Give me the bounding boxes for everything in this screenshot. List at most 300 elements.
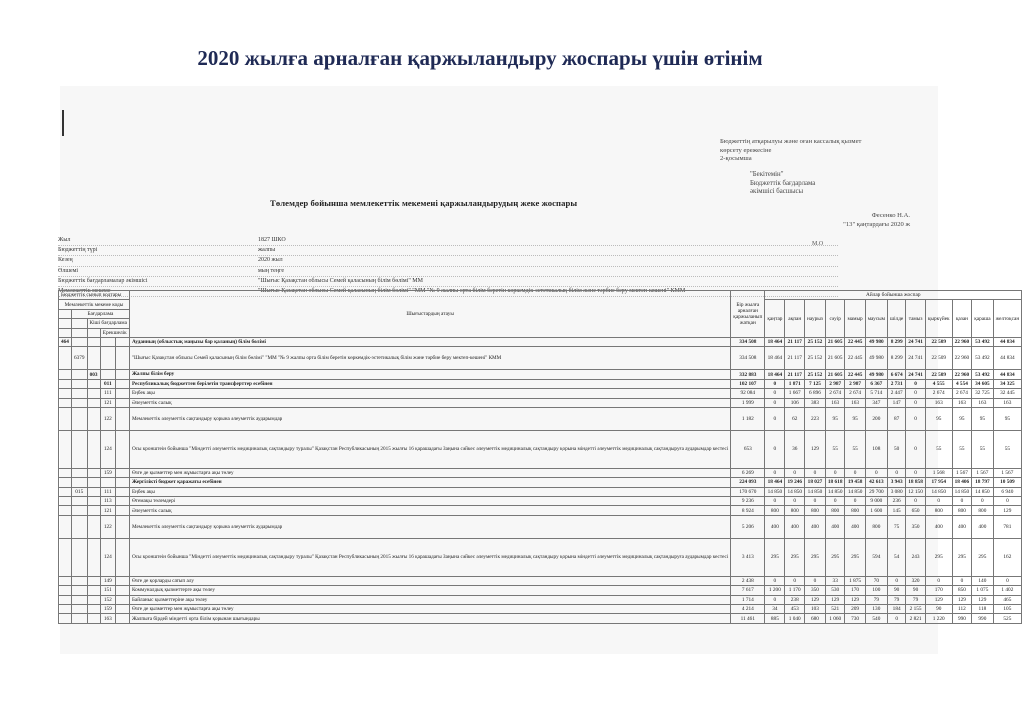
month-value-cell: 163 (952, 398, 972, 407)
month-value-cell: 0 (765, 576, 785, 585)
meta-key: Бюджеттік бағдарламалар әкімшісі (58, 277, 148, 284)
code-cell: 464 (59, 337, 72, 346)
code-cell (59, 379, 72, 388)
month-value-cell: 525 (993, 614, 1022, 623)
appendix-line: көрсету ережесіне (720, 146, 772, 154)
month-value-cell: 0 (993, 497, 1022, 506)
appendix-line: 2-қосымша (720, 155, 752, 163)
code-cell: 011 (100, 379, 115, 388)
annual-total-cell: 102 107 (731, 379, 765, 388)
month-value-cell: 170 (925, 586, 952, 595)
month-value-cell: 14 850 (845, 487, 865, 496)
code-cell (116, 576, 130, 585)
code-cell (87, 337, 100, 346)
code-cell (59, 347, 72, 370)
month-value-cell: 4 554 (952, 379, 972, 388)
month-value-cell: 238 (785, 595, 805, 604)
month-value-cell: 17 954 (925, 478, 952, 487)
month-value-cell: 70 (865, 576, 887, 585)
month-value-cell: 34 605 (972, 379, 993, 388)
month-value-cell: 6 940 (993, 487, 1022, 496)
month-value-cell: 0 (972, 497, 993, 506)
code-cell (59, 595, 72, 604)
month-value-cell: 0 (765, 398, 785, 407)
month-value-cell: 2 674 (845, 389, 865, 398)
table-row (59, 605, 1022, 614)
month-value-cell: 44 834 (993, 370, 1022, 379)
table-row (59, 595, 1022, 604)
month-value-cell: 2 155 (906, 605, 926, 614)
month-value-cell: 0 (888, 468, 906, 477)
month-value-cell: 800 (765, 506, 785, 515)
code-cell (71, 468, 87, 477)
month-value-cell: 295 (925, 538, 952, 576)
table-row (59, 576, 1022, 585)
month-value-cell: 2 447 (888, 389, 906, 398)
month-value-cell: 21 117 (785, 337, 805, 346)
month-value-cell: 530 (825, 586, 845, 595)
expense-name-cell: Еңбек ақы (129, 487, 730, 496)
code-cell (116, 506, 130, 515)
month-value-cell: 163 (993, 398, 1022, 407)
code-cell: 124 (100, 538, 115, 576)
month-value-cell: 295 (805, 538, 826, 576)
month-value-cell: 25 152 (805, 347, 826, 370)
month-value-cell: 2 731 (888, 379, 906, 388)
annual-total-cell: 2 438 (731, 576, 765, 585)
code-cell (87, 389, 100, 398)
code-cell (87, 506, 100, 515)
month-value-cell: 129 (972, 595, 993, 604)
code-cell (116, 586, 130, 595)
expense-name-cell: Осы кронштеін бойынша "Міндетті әлеуметтік медициналық сақтандыру туралы" Қазақстан Республикасының 2015 жылғы 16 қарашадағы Заңына сәйкес әлеуметтік медициналық сақтандыру қорына міндетті әлеуметтік медициналық сақтандыруға аударымдар кестесі (129, 430, 730, 468)
code-cell (87, 430, 100, 468)
month-value-cell: 24 741 (906, 337, 926, 346)
month-value-cell: 130 (865, 605, 887, 614)
month-value-cell: 320 (906, 576, 926, 585)
table-row (59, 389, 1022, 398)
month-value-cell: 400 (785, 515, 805, 538)
code-cell: 111 (100, 389, 115, 398)
code-cell (87, 586, 100, 595)
code-cell (87, 605, 100, 614)
code-cell (87, 614, 100, 623)
month-value-cell: 129 (805, 595, 826, 604)
meta-value: "Шығыс Қазақстан облысы Семей қаласының білім бөлімі" ММ (258, 277, 423, 284)
month-value-cell: 1 170 (785, 586, 805, 595)
appendix-line: Бюджеттің атқарылуы және оған кассалық қызмет (720, 138, 862, 145)
month-value-cell: 184 (888, 605, 906, 614)
code-cell: 015 (71, 487, 87, 496)
month-value-cell: 1 871 (785, 379, 805, 388)
month-value-cell: 1 402 (993, 586, 1022, 595)
month-value-cell: 6 367 (865, 379, 887, 388)
group2-header: Бағдарлама (71, 309, 129, 318)
month-value-cell: 22 960 (952, 347, 972, 370)
month-value-cell: 14 850 (972, 487, 993, 496)
month-value-cell: 163 (825, 398, 845, 407)
month-value-cell: 22 509 (925, 347, 952, 370)
month-value-cell: 0 (765, 468, 785, 477)
table-row (59, 497, 1022, 506)
expense-name-cell: Әлеуметтік салық (129, 398, 730, 407)
meta-value: мың теңге (258, 267, 285, 274)
document-title: Төлемдер бойынша мемлекеттік мекемені қаржыландырудың жеке жоспары (270, 198, 578, 208)
month-value-cell: 34 325 (993, 379, 1022, 388)
month-value-cell: 0 (765, 389, 785, 398)
code-cell: 159 (100, 605, 115, 614)
month-value-cell: 129 (925, 595, 952, 604)
month-header: мамыр (845, 300, 865, 338)
month-value-cell: 55 (993, 430, 1022, 468)
month-value-cell: 21 605 (825, 347, 845, 370)
meta-value: "Шығыс Қазақстан облысы Семей қаласының білім бөлімі" "ММ "№ 9 жалпы орта білім беретін көркемдік-эстетикалық білім және тәрбие беру мектеп-кешені" КММ (258, 288, 686, 295)
stamp-place: М.О (812, 241, 824, 247)
month-value-cell: 14 850 (825, 487, 845, 496)
code-cell (59, 538, 72, 576)
month-value-cell: 0 (925, 576, 952, 585)
month-value-cell: 18 027 (805, 478, 826, 487)
annual-total-cell: 6 269 (731, 468, 765, 477)
expense-name-cell: Мемлекеттік әлеуметтік сақтандыру қорына әлеуметтік аударымдар (129, 515, 730, 538)
month-value-cell: 24 741 (906, 370, 926, 379)
month-value-cell: 14 850 (925, 487, 952, 496)
month-value-cell: 0 (906, 379, 926, 388)
month-value-cell: 36 (785, 430, 805, 468)
month-value-cell: 54 (888, 538, 906, 576)
month-value-cell: 1 875 (845, 576, 865, 585)
month-value-cell: 295 (785, 538, 805, 576)
month-value-cell: 19 458 (845, 478, 865, 487)
group3-header: Кіші бағдарлама (87, 319, 129, 328)
code-cell (116, 389, 130, 398)
expense-name-cell: Коммуналдық қызметтерге ақы төлеу (129, 586, 730, 595)
expense-name-cell: Мемлекеттік әлеуметтік сақтандыру қорына әлеуметтік аударымдар (129, 407, 730, 430)
month-value-cell: 0 (805, 576, 826, 585)
approval-line: "Бекітемін" (750, 171, 784, 178)
month-value-cell: 1 567 (972, 468, 993, 477)
expense-name-cell: Еңбек ақы (129, 389, 730, 398)
table-row (59, 379, 1022, 388)
appendix-note (720, 138, 930, 164)
code-cell: 121 (100, 506, 115, 515)
expense-name-cell: Жергілікті бюджет қаражаты есебінен (129, 478, 730, 487)
month-value-cell: 19 246 (785, 478, 805, 487)
month-value-cell: 6 896 (805, 389, 826, 398)
code-cell: 113 (100, 497, 115, 506)
group1-header: Мемлекеттік мекеме коды (59, 300, 130, 309)
month-value-cell: 18 858 (906, 478, 926, 487)
month-value-cell: 781 (993, 515, 1022, 538)
annual-total-cell: 7 617 (731, 586, 765, 595)
name-header: Шығыстардың атауы (129, 291, 730, 338)
code-cell (59, 478, 72, 487)
meta-row (58, 267, 838, 277)
month-value-cell: 12 150 (906, 487, 926, 496)
month-value-cell: 112 (952, 605, 972, 614)
expense-name-cell: Өзге де қызметтер мен жұмыстарға ақы төлеу (129, 468, 730, 477)
month-value-cell: 990 (972, 614, 993, 623)
code-cell: 149 (100, 576, 115, 585)
month-value-cell: 400 (825, 515, 845, 538)
code-cell (116, 370, 130, 379)
month-value-cell: 1 600 (865, 506, 887, 515)
month-value-cell: 0 (925, 497, 952, 506)
code-cell (100, 370, 115, 379)
code-cell: 163 (100, 614, 115, 623)
month-value-cell: 55 (972, 430, 993, 468)
month-value-cell: 129 (845, 595, 865, 604)
expense-name-cell: Осы кронштеін бойынша "Міндетті әлеуметтік медициналық сақтандыру туралы" Қазақстан Республикасының 2015 жылғы 16 қарашадағы Заңына сәйкес әлеуметтік медициналық сақтандыру қорына міндетті әлеуметтік медициналық сақтандыруға аударымдар кестесі (129, 538, 730, 576)
month-value-cell: 0 (805, 497, 826, 506)
month-value-cell: 49 980 (865, 370, 887, 379)
code-cell (59, 398, 72, 407)
month-value-cell: 350 (906, 515, 926, 538)
month-value-cell: 200 (865, 407, 887, 430)
financing-table (58, 290, 1022, 624)
signer-block (790, 212, 910, 229)
month-value-cell: 1 667 (785, 389, 805, 398)
code-cell (71, 614, 87, 623)
month-value-cell: 2 987 (845, 379, 865, 388)
month-value-cell: 42 613 (865, 478, 887, 487)
code-cell (71, 595, 87, 604)
month-value-cell: 95 (845, 407, 865, 430)
code-cell (59, 614, 72, 623)
month-value-cell: 0 (906, 389, 926, 398)
month-value-cell: 3 080 (888, 487, 906, 496)
month-value-cell: 400 (805, 515, 826, 538)
month-value-cell: 95 (993, 407, 1022, 430)
month-value-cell: 243 (906, 538, 926, 576)
meta-key: Кезең (58, 257, 73, 264)
code-cell: 003 (87, 370, 100, 379)
code-cell (100, 478, 115, 487)
month-value-cell: 0 (888, 614, 906, 623)
month-value-cell: 1 060 (825, 614, 845, 623)
table-row (59, 614, 1022, 623)
annual-total-cell: 332 883 (731, 370, 765, 379)
annual-total-cell: 334 508 (731, 347, 765, 370)
code-cell (116, 468, 130, 477)
month-value-cell: 95 (952, 407, 972, 430)
expense-name-cell: Өтемақы төлемдері (129, 497, 730, 506)
month-header: қаңтар (765, 300, 785, 338)
month-value-cell: 0 (765, 430, 785, 468)
meta-value: жалпы (258, 247, 276, 254)
group4-header: Ерекшелік (100, 328, 129, 337)
code-cell (116, 595, 130, 604)
code-cell (71, 398, 87, 407)
code-cell (116, 605, 130, 614)
month-value-cell: 2 987 (825, 379, 845, 388)
month-header: желтоқсан (993, 300, 1022, 338)
month-value-cell: 79 (888, 595, 906, 604)
month-value-cell: 347 (865, 398, 887, 407)
month-value-cell: 90 (888, 586, 906, 595)
month-value-cell: 521 (825, 605, 845, 614)
expense-name-cell: Ауданның (облыстық маңызы бар қаланың) білім бөлімі (129, 337, 730, 346)
month-header: қараша (972, 300, 993, 338)
code-header: Бюджеттік сынып кодтары (59, 291, 130, 300)
month-value-cell: 800 (805, 506, 826, 515)
signer-date: "13" қаңтардағы 2020 ж (843, 220, 910, 228)
code-cell (59, 430, 72, 468)
code-cell: 152 (100, 595, 115, 604)
code-cell: 124 (100, 430, 115, 468)
code-cell (59, 468, 72, 477)
code-cell (116, 337, 130, 346)
month-value-cell: 2 674 (825, 389, 845, 398)
month-value-cell: 1 568 (925, 468, 952, 477)
month-value-cell: 87 (888, 407, 906, 430)
code-cell (87, 407, 100, 430)
month-value-cell: 400 (925, 515, 952, 538)
code-cell: 111 (100, 487, 115, 496)
code-cell (71, 576, 87, 585)
month-value-cell: 0 (952, 497, 972, 506)
code-cell (116, 347, 130, 370)
table-row (59, 370, 1022, 379)
month-value-cell: 400 (952, 515, 972, 538)
month-value-cell: 0 (765, 379, 785, 388)
annual-total-cell: 1 999 (731, 398, 765, 407)
month-value-cell: 145 (888, 506, 906, 515)
meta-row (58, 277, 838, 287)
month-value-cell: 465 (993, 595, 1022, 604)
code-cell (116, 538, 130, 576)
code-cell (87, 576, 100, 585)
table-row (59, 586, 1022, 595)
month-value-cell: 14 850 (765, 487, 785, 496)
month-value-cell: 140 (972, 576, 993, 585)
scanned-document (58, 86, 1020, 654)
expense-name-cell: "Шығыс Қазақстан облысы Семей қаласының білім бөлімі" "ММ "№ 9 жалпы орта білім беретін көркемдік-эстетикалық білім және тәрбие беру мектеп-кешені" КММ (129, 347, 730, 370)
month-value-cell: 223 (805, 407, 826, 430)
meta-row (58, 256, 838, 266)
code-cell (116, 497, 130, 506)
month-value-cell: 34 (765, 605, 785, 614)
slide-title: 2020 жылға арналған қаржыландыру жоспары үшін өтінім (197, 46, 763, 70)
month-value-cell: 800 (952, 506, 972, 515)
annual-total-cell: 3 413 (731, 538, 765, 576)
expense-name-cell: Өзге де қызметтер мен жұмыстарға ақы төлеу (129, 605, 730, 614)
month-value-cell: 0 (825, 468, 845, 477)
month-value-cell: 400 (972, 515, 993, 538)
code-cell: 6379 (71, 347, 87, 370)
month-value-cell: 295 (825, 538, 845, 576)
approval-line: әкімшісі басшысы (750, 188, 804, 196)
month-value-cell: 885 (765, 614, 785, 623)
month-header: шілде (888, 300, 906, 338)
month-value-cell: 18 464 (765, 337, 785, 346)
expense-name-cell: Байланыс қызметтеріне ақы төлеу (129, 595, 730, 604)
month-value-cell: 21 117 (785, 370, 805, 379)
month-value-cell: 540 (865, 614, 887, 623)
approval-block (750, 171, 880, 197)
month-value-cell: 95 (972, 407, 993, 430)
annual-total-cell: 5 206 (731, 515, 765, 538)
table-row (59, 430, 1022, 468)
approval-line: Бюджеттік бағдарлама (750, 179, 816, 187)
code-cell (71, 586, 87, 595)
table-row (59, 468, 1022, 477)
month-value-cell: 4 555 (925, 379, 952, 388)
code-cell (59, 407, 72, 430)
month-value-cell: 0 (765, 407, 785, 430)
month-value-cell: 18 406 (952, 478, 972, 487)
month-value-cell: 22 509 (925, 337, 952, 346)
month-value-cell: 0 (785, 497, 805, 506)
month-value-cell: 295 (952, 538, 972, 576)
code-cell (87, 398, 100, 407)
annual-total-cell: 1 182 (731, 407, 765, 430)
table-row (59, 347, 1022, 370)
month-value-cell: 730 (845, 614, 865, 623)
month-value-cell: 3 943 (888, 478, 906, 487)
month-value-cell: 0 (906, 407, 926, 430)
month-value-cell: 0 (906, 497, 926, 506)
month-value-cell: 800 (865, 515, 887, 538)
table-row (59, 398, 1022, 407)
code-cell: 159 (100, 468, 115, 477)
annual-total-cell: 653 (731, 430, 765, 468)
month-value-cell: 32 725 (972, 389, 993, 398)
month-value-cell: 18 797 (972, 478, 993, 487)
code-cell (116, 515, 130, 538)
month-value-cell: 8 299 (888, 337, 906, 346)
scan-edge-mark (62, 110, 64, 136)
month-value-cell: 105 (993, 605, 1022, 614)
meta-info (58, 236, 838, 297)
month-value-cell: 1 040 (785, 614, 805, 623)
month-value-cell: 90 (906, 586, 926, 595)
month-value-cell: 0 (952, 576, 972, 585)
month-value-cell: 162 (993, 538, 1022, 576)
month-value-cell: 118 (972, 605, 993, 614)
month-value-cell: 24 741 (906, 347, 926, 370)
month-value-cell: 90 (925, 605, 952, 614)
month-value-cell: 0 (765, 497, 785, 506)
code-cell (71, 605, 87, 614)
meta-value: 2020 жыл (258, 257, 283, 264)
month-value-cell: 25 152 (805, 337, 826, 346)
expense-name-cell: Жалпыға бірдей міндетті орта білім қорынан шығындары (129, 614, 730, 623)
month-value-cell: 0 (845, 468, 865, 477)
month-value-cell: 49 980 (865, 347, 887, 370)
month-value-cell: 1 567 (952, 468, 972, 477)
month-value-cell: 108 (865, 430, 887, 468)
month-value-cell: 680 (805, 614, 826, 623)
month-value-cell: 850 (952, 586, 972, 595)
month-value-cell: 6 674 (888, 370, 906, 379)
month-value-cell: 53 492 (972, 337, 993, 346)
month-value-cell: 18 618 (825, 478, 845, 487)
code-cell (87, 468, 100, 477)
month-value-cell: 295 (972, 538, 993, 576)
code-cell (59, 576, 72, 585)
month-value-cell: 800 (925, 506, 952, 515)
signer-name: Фесенко Н.А. (871, 212, 910, 219)
month-header: қазан (952, 300, 972, 338)
month-value-cell: 14 850 (785, 487, 805, 496)
month-value-cell: 800 (825, 506, 845, 515)
month-value-cell: 990 (952, 614, 972, 623)
code-cell (59, 586, 72, 595)
code-cell (116, 487, 130, 496)
month-value-cell: 32 445 (993, 389, 1022, 398)
month-value-cell: 2 674 (925, 389, 952, 398)
